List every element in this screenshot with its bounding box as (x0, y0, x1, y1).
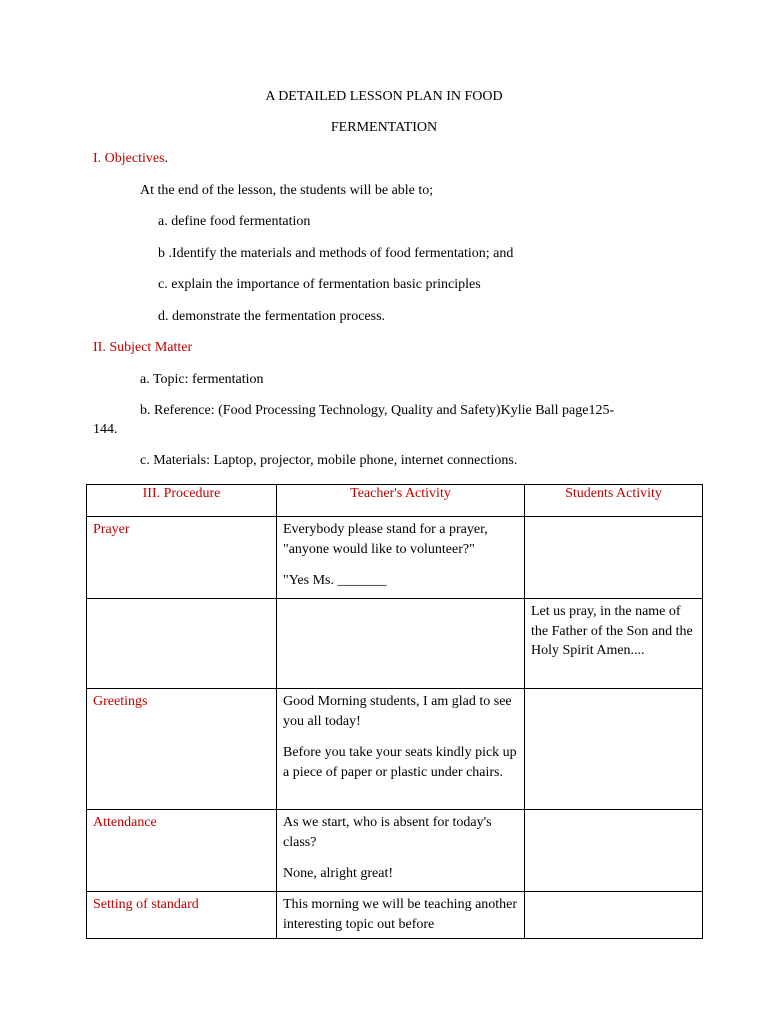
objectives-heading (93, 150, 168, 167)
teacher-text: None, alright great! (283, 866, 394, 881)
objective-item: a. define food fermentation (158, 214, 311, 229)
procedure-cell: Attendance (87, 810, 277, 892)
teacher-text: Good Morning students, I am glad to see you all today! (283, 694, 512, 729)
header-teacher-activity: Teacher's Activity (277, 485, 525, 517)
teacher-text: Everybody please stand for a prayer, "anyone would like to volunteer?" (283, 522, 488, 557)
procedure-cell (87, 599, 277, 689)
objectives-heading-text: I. Objectives (93, 151, 165, 166)
table-header-row (87, 485, 703, 517)
document-title-line-2: FERMENTATION (330, 120, 438, 135)
table-row (87, 810, 703, 892)
procedure-cell: Prayer (87, 517, 277, 599)
subject-matter-heading: II. Subject Matter (93, 340, 193, 355)
teacher-text: This morning we will be teaching another interesting topic out before (283, 897, 518, 932)
teacher-activity-cell (277, 892, 525, 939)
objective-item: d. demonstrate the fermentation process. (158, 309, 386, 324)
subject-materials: c. Materials: Laptop, projector, mobile phone, internet connections. (140, 453, 518, 468)
subject-reference-line-2: 144. (93, 422, 118, 437)
students-activity-cell (525, 810, 703, 892)
document-title-line-1: A DETAILED LESSON PLAN IN FOOD (265, 89, 503, 104)
subject-topic: a. Topic: fermentation (140, 372, 264, 387)
table-row (87, 517, 703, 599)
teacher-text: "Yes Ms. _______ (283, 573, 387, 588)
teacher-text: As we start, who is absent for today's class? (283, 815, 492, 850)
header-procedure: III. Procedure (87, 485, 277, 517)
teacher-activity-cell (277, 517, 525, 599)
table-row (87, 599, 703, 689)
teacher-text: Before you take your seats kindly pick up a piece of paper or plastic under chairs. (283, 745, 517, 780)
subject-reference-line-1: b. Reference: (Food Processing Technology, Quality and Safety)Kylie Ball page125- (140, 403, 615, 418)
table-row (87, 689, 703, 810)
students-activity-cell (525, 599, 703, 689)
students-activity-cell (525, 517, 703, 599)
objective-item: c. explain the importance of fermentation basic principles (158, 277, 481, 292)
objective-item: b .Identify the materials and methods of food fermentation; and (158, 246, 514, 261)
students-activity-cell (525, 892, 703, 939)
teacher-activity-cell (277, 810, 525, 892)
objectives-heading-period: . (164, 151, 169, 166)
students-activity-cell (525, 689, 703, 810)
student-text: Let us pray, in the name of the Father of the Son and the Holy Spirit Amen.... (531, 604, 693, 658)
header-students-activity: Students Activity (525, 485, 703, 517)
procedure-table (86, 484, 703, 939)
teacher-activity-cell (277, 689, 525, 810)
procedure-cell: Setting of standard (87, 892, 277, 939)
table-row (87, 892, 703, 939)
teacher-activity-cell (277, 599, 525, 689)
procedure-cell: Greetings (87, 689, 277, 810)
objectives-intro: At the end of the lesson, the students will be able to; (140, 183, 434, 198)
